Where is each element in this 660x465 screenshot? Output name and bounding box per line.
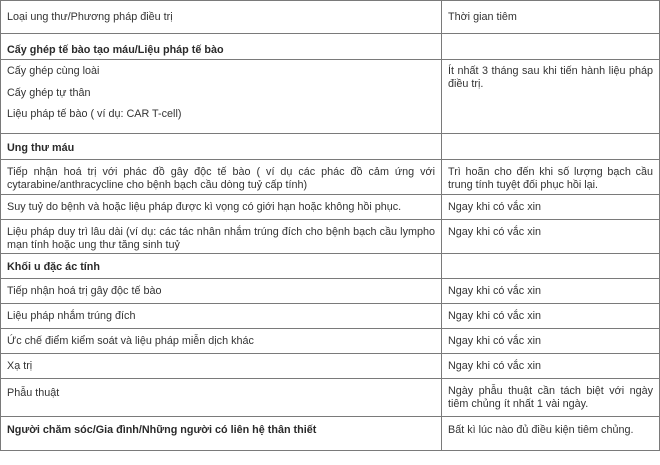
header-row <box>1 1 660 34</box>
list-item: Cấy ghép tự thân <box>7 86 91 99</box>
treatment-cell: Xạ trị <box>7 360 33 372</box>
timing-cell: Ngày phẫu thuật cần tách biệt với ngày tiêm chủng ít nhất 1 vài ngày. <box>448 385 653 410</box>
section-title-solid-tumor: Khối u đặc ác tính <box>7 261 100 273</box>
section-title-blood-cancer: Ung thư máu <box>7 142 75 154</box>
treatment-cell: Tiếp nhận hoá trị với phác đồ gây độc tế bào ( ví dụ các phác đồ cảm ứng với cytarabine/anthracycline cho bệnh bạch cầu dòng tuỷ cấp tính) <box>7 166 435 191</box>
list-item: Liệu pháp tế bào ( ví dụ: CAR T-cell) <box>7 108 182 120</box>
section-row-solid-tumor <box>1 254 660 279</box>
timing-cell: Ngay khi có vắc xin <box>448 285 542 297</box>
treatment-cell: Liệu pháp nhắm trúng đích <box>7 310 136 322</box>
list-item: Cấy ghép cùng loài <box>7 65 100 77</box>
table-row <box>1 329 660 354</box>
section-row-blood-cancer <box>1 134 660 160</box>
stem-cell-items-row <box>1 60 660 134</box>
table-row <box>1 304 660 329</box>
timing-cell: Ngay khi có vắc xin <box>448 360 542 372</box>
timing-cell: Ngay khi có vắc xin <box>448 335 542 347</box>
table-row <box>1 379 660 417</box>
header-treatment: Loại ung thư/Phương pháp điều trị <box>7 11 173 23</box>
table-row <box>1 220 660 254</box>
timing-stem-cell: Ít nhất 3 tháng sau khi tiến hành liệu pháp điều trị. <box>448 65 653 90</box>
treatment-cell: Phẫu thuật <box>7 387 60 399</box>
table-row <box>1 279 660 304</box>
timing-cell: Trì hoãn cho đến khi số lượng bạch cầu trung tính tuyệt đối phục hồi lại. <box>448 166 653 191</box>
timing-cell: Ngay khi có vắc xin <box>448 226 542 238</box>
header-timing: Thời gian tiêm <box>448 11 517 23</box>
table-row <box>1 160 660 195</box>
treatment-cell: Liệu pháp duy trì lâu dài (ví dụ: các tác nhân nhắm trúng đích cho bệnh bạch cầu lympho mạn tính hoặc ung thư tăng sinh tuỷ <box>7 226 435 251</box>
timing-cell: Ngay khi có vắc xin <box>448 310 542 322</box>
timing-caregivers: Bất kì lúc nào đủ điều kiện tiêm chủng. <box>448 424 634 436</box>
timing-cell: Ngay khi có vắc xin <box>448 201 542 213</box>
section-row-caregivers <box>1 417 660 451</box>
section-title-stem-cell: Cấy ghép tế bào tạo máu/Liệu pháp tế bào <box>7 44 224 56</box>
section-row-stem-cell <box>1 34 660 60</box>
section-title-caregivers: Người chăm sóc/Gia đình/Những người có liên hệ thân thiết <box>7 424 317 436</box>
treatment-cell: Ức chế điểm kiểm soát và liệu pháp miễn dịch khác <box>7 335 254 347</box>
table-row <box>1 354 660 379</box>
table-row <box>1 195 660 220</box>
treatment-cell: Tiếp nhận hoá trị gây độc tế bào <box>7 285 162 297</box>
treatment-cell: Suy tuỷ do bệnh và hoặc liệu pháp được kì vọng có giới hạn hoặc không hồi phục. <box>7 201 402 213</box>
